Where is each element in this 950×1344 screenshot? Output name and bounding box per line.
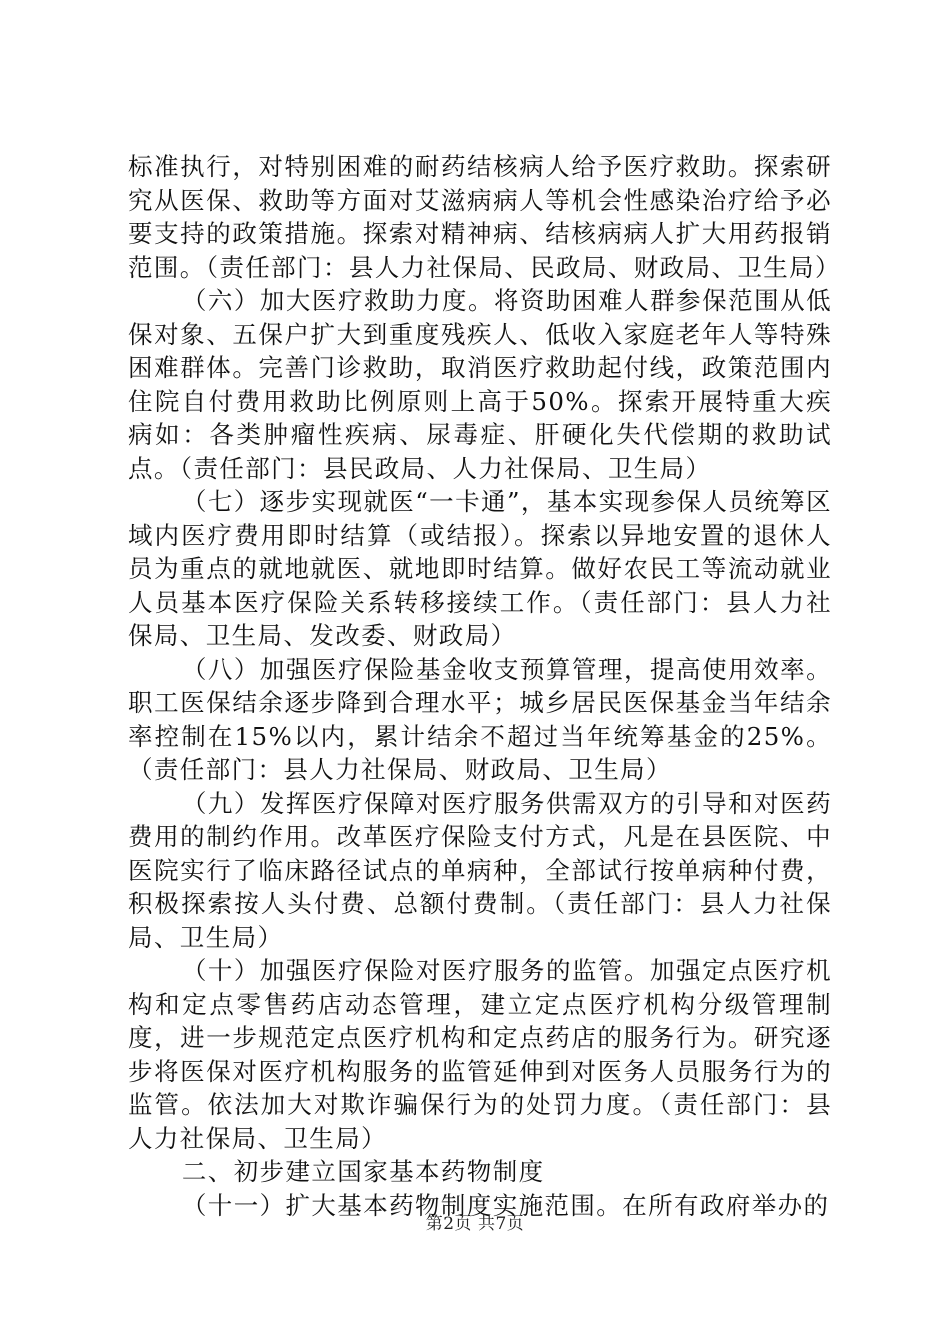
paragraph-item-10: （十）加强医疗保险对医疗服务的监管。加强定点医疗机构和定点零售药店动态管理，建立定点医疗机构分级管理制度，进一步规范定点医疗机构和定点药店的服务行为。研究逐步将医保对医疗机构服务的监管延伸到对医务人员服务行为的监管。依法加大对欺诈骗保行为的处罚力度。（责任部门：县人力社保局、卫生局） <box>128 956 832 1153</box>
document-body <box>128 150 841 1222</box>
paragraph-item-6: （六）加大医疗救助力度。将资助困难人群参保范围从低保对象、五保户扩大到重度残疾人、低收入家庭老年人等特殊困难群体。完善门诊救助，取消医疗救助起付线，政策范围内住院自付费用救助比例原则上高于50%。探索开展特重大疾病如：各类肿瘤性疾病、尿毒症、肝硬化失代偿期的救助试点。（责任部门：县民政局、人力社保局、卫生局） <box>128 286 832 483</box>
paragraph-continuation: 标准执行，对特别困难的耐药结核病人给予医疗救助。探索研究从医保、救助等方面对艾滋病病人等机会性感染治疗给予必要支持的政策措施。探索对精神病、结核病病人扩大用药报销范围。（责任部门：县人力社保局、民政局、财政局、卫生局） <box>128 152 841 282</box>
paragraph-item-11: （十一）扩大基本药物制度实施范围。在所有政府举办的 <box>181 1190 830 1220</box>
section-heading-2: 二、初步建立国家基本药物制度 <box>181 1157 545 1186</box>
paragraph-item-9: （九）发挥医疗保障对医疗服务供需双方的引导和对医药费用的制约作用。改革医疗保险支付方式，凡是在县医院、中医院实行了临床路径试点的单病种，全部试行按单病种付费，积极探索按人头付费、总额付费制。（责任部门：县人力社保局、卫生局） <box>128 788 832 952</box>
paragraph-item-8: （八）加强医疗保险基金收支预算管理，提高使用效率。职工医保结余逐步降到合理水平；城乡居民医保基金当年结余率控制在15%以内，累计结余不超过当年统筹基金的25%。（责任部门：县人力社保局、财政局、卫生局） <box>128 654 832 784</box>
page-number-footer: 第2页 共7页 <box>425 1214 525 1234</box>
paragraph-item-7: （七）逐步实现就医“一卡通”，基本实现参保人员统筹区域内医疗费用即时结算（或结报）。探索以异地安置的退休人员为重点的就地就医、就地即时结算。做好农民工等流动就业人员基本医疗保险关系转移接续工作。（责任部门：县人力社保局、卫生局、发改委、财政局） <box>128 487 832 650</box>
